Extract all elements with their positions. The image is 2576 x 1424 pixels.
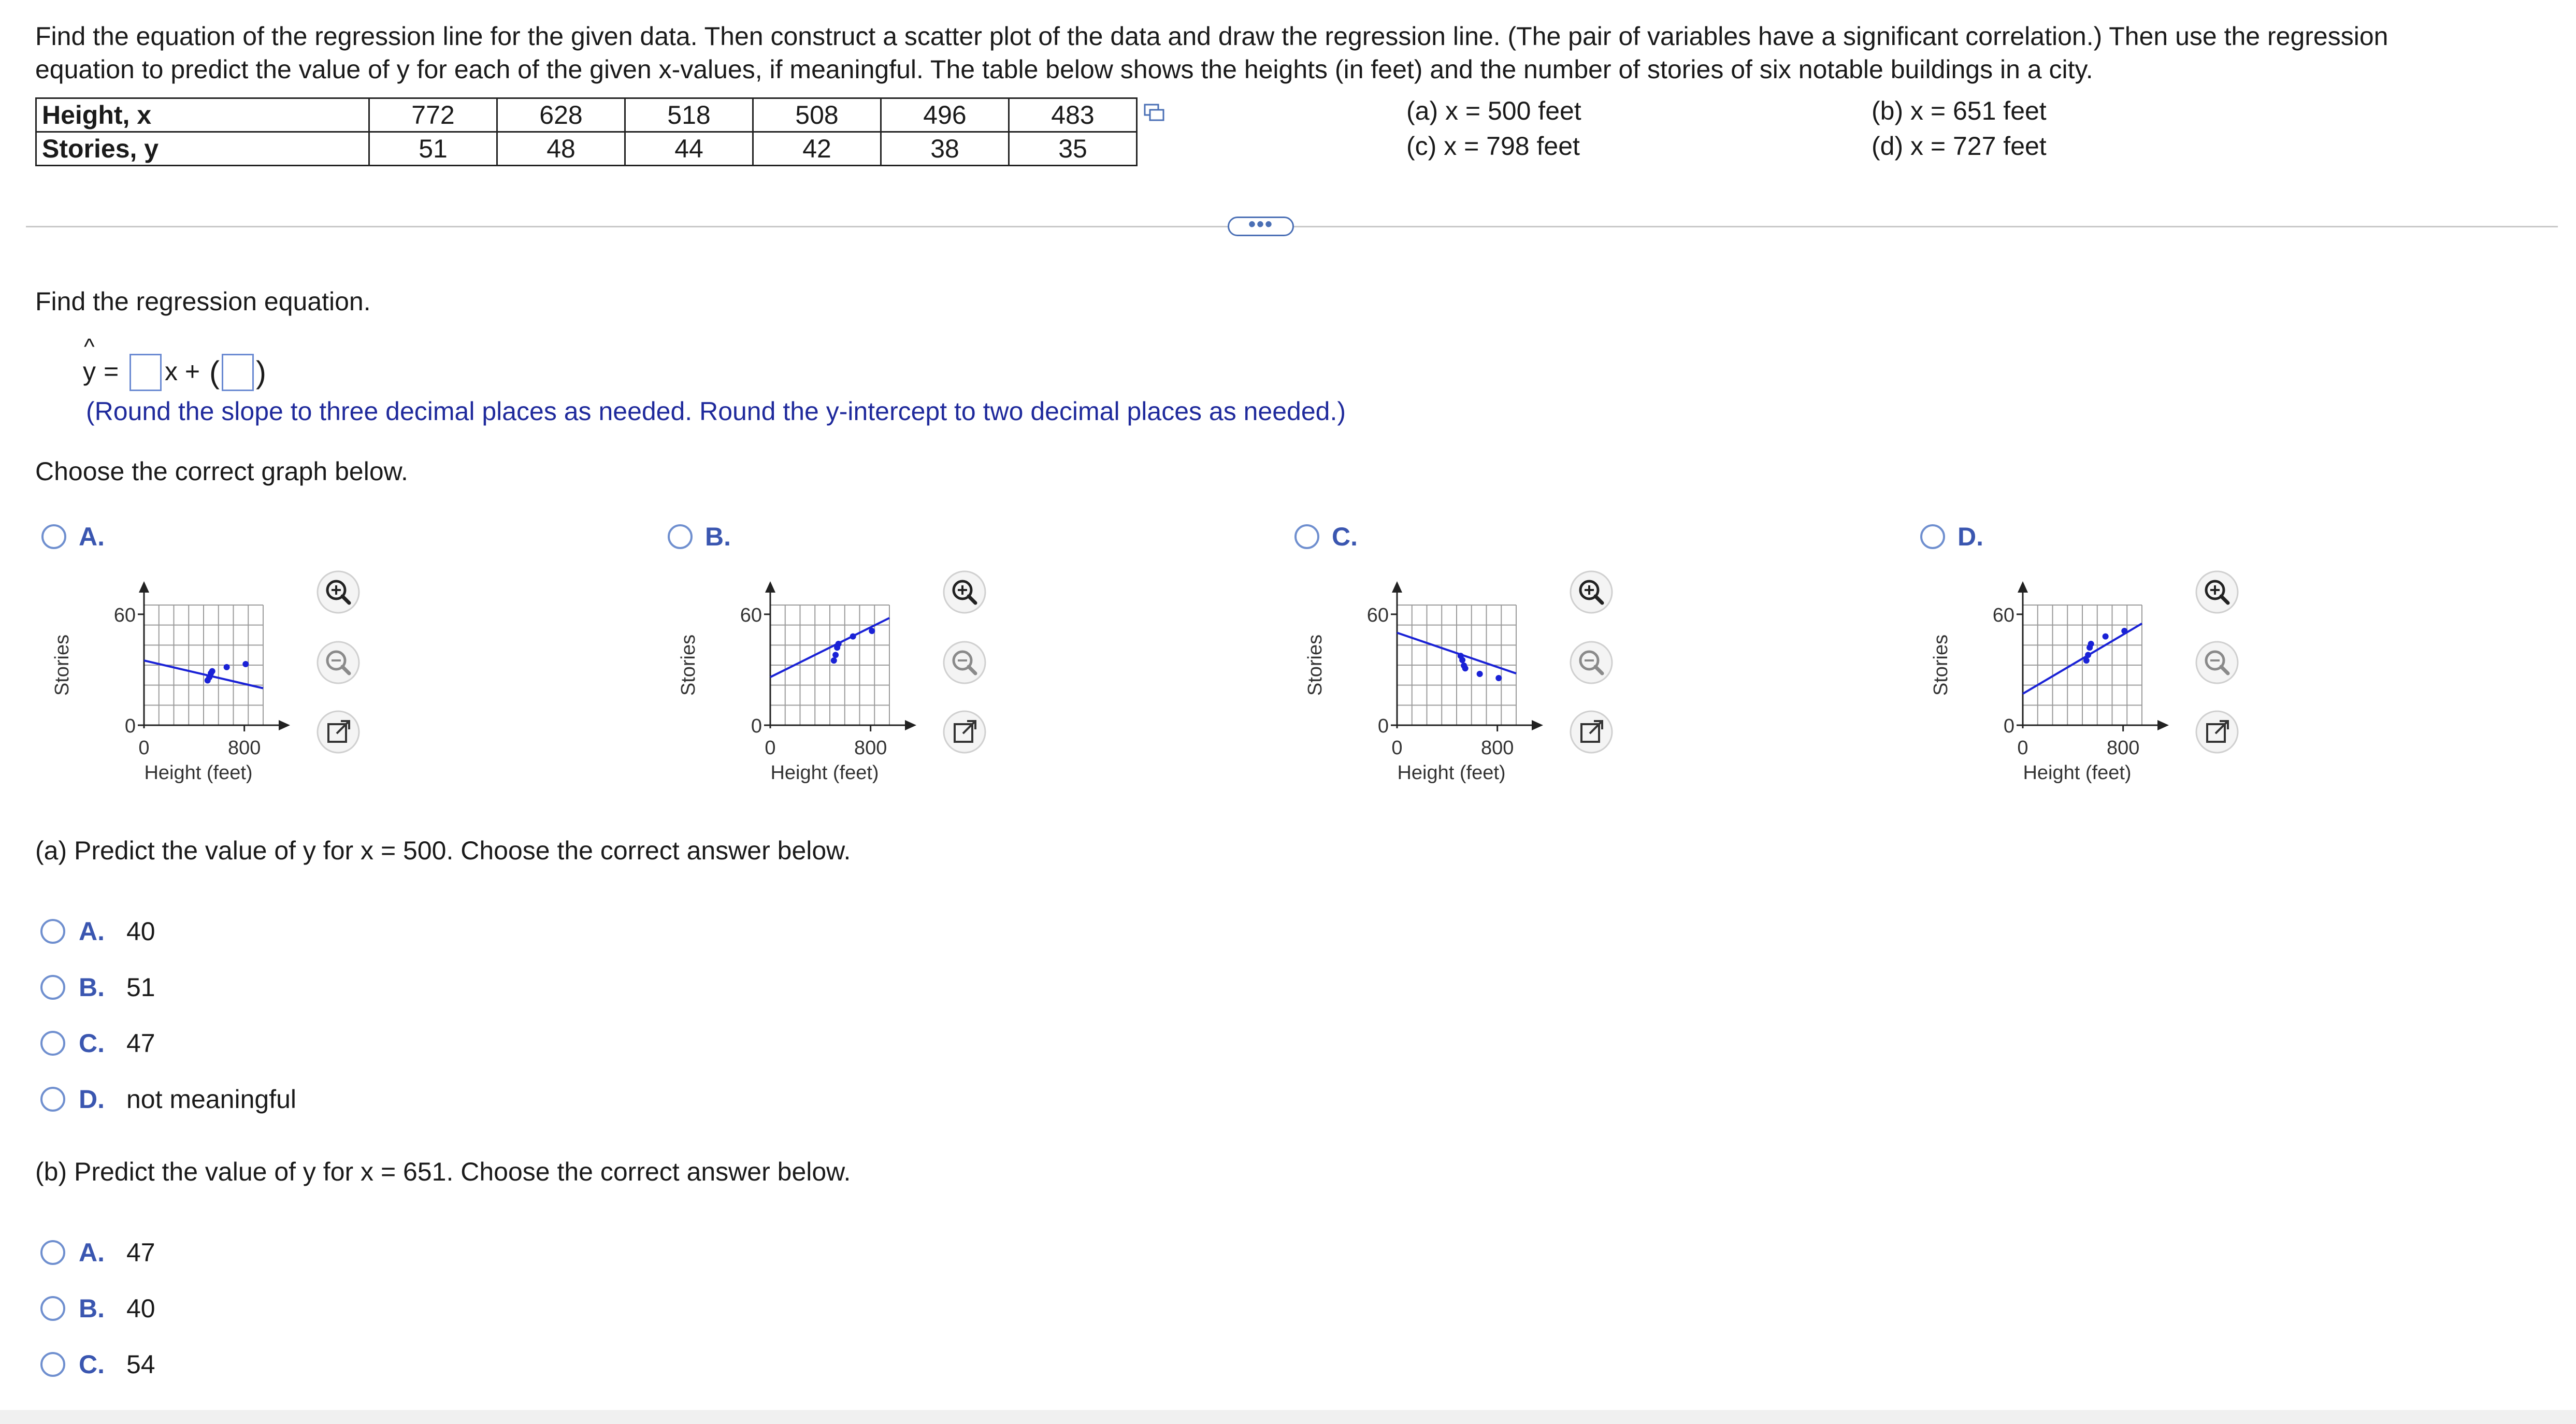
y-axis-label: Stories [51, 634, 73, 696]
data-point [224, 664, 230, 670]
option-letter: C. [1332, 522, 1358, 551]
more-button[interactable]: ••• [1228, 217, 1294, 236]
x-tick-label: 800 [2106, 737, 2140, 759]
option-letter: A. [79, 1238, 105, 1267]
part-a-question: (a) Predict the value of y for x = 500. Choose the correct answer below. [35, 836, 851, 865]
y-tick-label: 0 [2003, 715, 2014, 737]
intercept-input[interactable] [222, 354, 254, 391]
x-tick-label: 0 [2017, 737, 2028, 759]
popout-icon[interactable] [315, 709, 362, 755]
radio-icon[interactable] [40, 1240, 65, 1265]
y-tick-label: 60 [113, 604, 136, 626]
data-point [2086, 644, 2093, 651]
graph-question: Choose the correct graph below. [35, 457, 408, 486]
data-point [832, 652, 839, 658]
data-point [205, 677, 211, 683]
x-axis-label: Height (feet) [770, 762, 879, 784]
option-letter: B. [79, 1294, 105, 1323]
data-point [1477, 671, 1483, 677]
slope-input[interactable] [129, 354, 162, 391]
radio-icon[interactable] [668, 524, 693, 549]
table-cell: 772 [369, 98, 497, 132]
graph-option-c [1288, 518, 1884, 808]
rounding-note: (Round the slope to three decimal places as needed. Round the y-intercept to two decimal places as needed.) [86, 397, 1346, 426]
given-a: (a) x = 500 feet [1406, 96, 1581, 125]
data-point [834, 644, 840, 651]
option-text: not meaningful [126, 1085, 297, 1114]
x-axis-arrow [1532, 720, 1543, 730]
regression-prompt: Find the regression equation. [35, 287, 371, 316]
close-paren: ) [256, 355, 266, 390]
radio-icon[interactable] [40, 919, 65, 944]
data-point [242, 661, 249, 667]
popout-icon[interactable] [941, 709, 988, 755]
y-axis-label: Stories [678, 634, 699, 696]
option-letter: C. [79, 1350, 105, 1379]
zoom-out-icon[interactable] [941, 639, 988, 686]
copy-icon[interactable] [1144, 104, 1164, 122]
table-cell: 38 [881, 132, 1009, 166]
part-a-option-a[interactable] [35, 914, 398, 950]
x-axis-arrow [2157, 720, 2169, 730]
y-axis-label: Stories [1930, 634, 1952, 696]
option-letter: C. [79, 1029, 105, 1058]
y-tick-label: 0 [124, 715, 136, 737]
y-axis-arrow [2018, 581, 2028, 593]
option-letter: B. [705, 522, 731, 551]
x-axis-arrow [279, 720, 290, 730]
table-cell: 48 [497, 132, 625, 166]
part-b-question: (b) Predict the value of y for x = 651. Choose the correct answer below. [35, 1157, 851, 1186]
data-point [2121, 628, 2127, 634]
data-point [2103, 634, 2109, 640]
part-a-option-d[interactable] [35, 1082, 398, 1118]
table-cell: 628 [497, 98, 625, 132]
y-tick-label: 0 [751, 715, 762, 737]
y-tick-label: 60 [740, 604, 762, 626]
data-point [2085, 652, 2091, 658]
zoom-out-icon[interactable] [2194, 639, 2240, 686]
given-d: (d) x = 727 feet [1872, 132, 2047, 161]
option-letter: D. [1958, 522, 1983, 551]
option-letter: D. [79, 1085, 105, 1114]
table-cell: 44 [625, 132, 753, 166]
table-row [36, 98, 1137, 132]
zoom-in-icon[interactable] [2194, 569, 2240, 615]
problem-line-2: equation to predict the value of y for each of the given x-values, if meaningful. The table below shows the heights (in feet) and the number of stories of six notable buildings in a city. [35, 55, 2093, 84]
x-plus-label: x + [165, 357, 200, 386]
given-b: (b) x = 651 feet [1872, 96, 2047, 125]
x-axis-label: Height (feet) [1397, 762, 1506, 784]
hat-symbol: ^ [84, 334, 95, 359]
y-axis-arrow [1392, 581, 1402, 593]
popout-icon[interactable] [2194, 709, 2240, 755]
zoom-out-icon[interactable] [315, 639, 362, 686]
x-axis-arrow [905, 720, 916, 730]
yhat-label: y [83, 357, 96, 386]
part-a-option-c[interactable] [35, 1026, 398, 1062]
option-text: 54 [126, 1350, 155, 1379]
radio-icon[interactable] [41, 524, 66, 549]
radio-icon[interactable] [40, 1087, 65, 1112]
popout-icon[interactable] [1568, 709, 1615, 755]
equals-sign: = [104, 357, 119, 386]
part-a-option-b[interactable] [35, 970, 398, 1006]
x-tick-label: 800 [854, 737, 887, 759]
row-label-stories: Stories, y [36, 132, 369, 166]
problem-line-1: Find the equation of the regression line for the given data. Then construct a scatter plot of the data and draw the regression line. (The pair of variables have a significant correlation.) Then use the regression [35, 22, 2388, 51]
data-point [1458, 653, 1464, 659]
data-point [2083, 657, 2090, 664]
table-cell: 483 [1009, 98, 1137, 132]
data-point [1495, 675, 1502, 681]
y-tick-label: 60 [1992, 604, 2014, 626]
table-cell: 518 [625, 98, 753, 132]
table-row [36, 132, 1137, 166]
x-tick-label: 800 [227, 737, 261, 759]
data-point [850, 634, 856, 640]
bottom-scroll-area [0, 1410, 2576, 1424]
table-cell: 508 [753, 98, 881, 132]
data-point [1461, 663, 1467, 669]
graph-option-a [35, 518, 631, 808]
x-tick-label: 0 [138, 737, 150, 759]
option-text: 47 [126, 1029, 155, 1058]
scatter-plot [1924, 569, 2214, 786]
y-axis-arrow [765, 581, 775, 593]
scatter-plot [672, 569, 962, 786]
option-text: 40 [126, 917, 155, 946]
option-text: 40 [126, 1294, 155, 1323]
y-axis-arrow [139, 581, 149, 593]
open-paren: ( [209, 355, 220, 390]
part-b-option-b[interactable] [35, 1291, 398, 1327]
option-letter: A. [79, 522, 105, 551]
x-axis-label: Height (feet) [2023, 762, 2132, 784]
x-tick-label: 800 [1480, 737, 1514, 759]
radio-icon[interactable] [40, 1296, 65, 1321]
scatter-plot [1299, 569, 1589, 786]
data-point [831, 657, 837, 664]
data-table [35, 97, 1138, 166]
radio-icon[interactable] [40, 975, 65, 1000]
part-b-option-a[interactable] [35, 1235, 398, 1271]
radio-icon[interactable] [1294, 524, 1319, 549]
y-axis-label: Stories [1304, 634, 1326, 696]
table-cell: 35 [1009, 132, 1137, 166]
zoom-in-icon[interactable] [941, 569, 988, 615]
option-text: 47 [126, 1238, 155, 1267]
zoom-in-icon[interactable] [1568, 569, 1615, 615]
y-tick-label: 0 [1377, 715, 1389, 737]
zoom-in-icon[interactable] [315, 569, 362, 615]
row-label-height: Height, x [36, 98, 369, 132]
part-b-option-c[interactable] [35, 1347, 398, 1383]
graph-option-d [1914, 518, 2510, 808]
radio-icon[interactable] [40, 1352, 65, 1377]
option-letter: B. [79, 973, 105, 1002]
x-tick-label: 0 [765, 737, 776, 759]
radio-icon[interactable] [1920, 524, 1945, 549]
given-c: (c) x = 798 feet [1406, 132, 1580, 161]
radio-icon[interactable] [40, 1031, 65, 1056]
table-cell: 51 [369, 132, 497, 166]
graph-option-b [661, 518, 1257, 808]
option-text: 51 [126, 973, 155, 1002]
data-point [869, 628, 875, 634]
x-tick-label: 0 [1391, 737, 1403, 759]
table-cell: 42 [753, 132, 881, 166]
option-letter: A. [79, 917, 105, 946]
x-axis-label: Height (feet) [144, 762, 253, 784]
zoom-out-icon[interactable] [1568, 639, 1615, 686]
y-tick-label: 60 [1366, 604, 1389, 626]
scatter-plot [46, 569, 336, 786]
table-cell: 496 [881, 98, 1009, 132]
